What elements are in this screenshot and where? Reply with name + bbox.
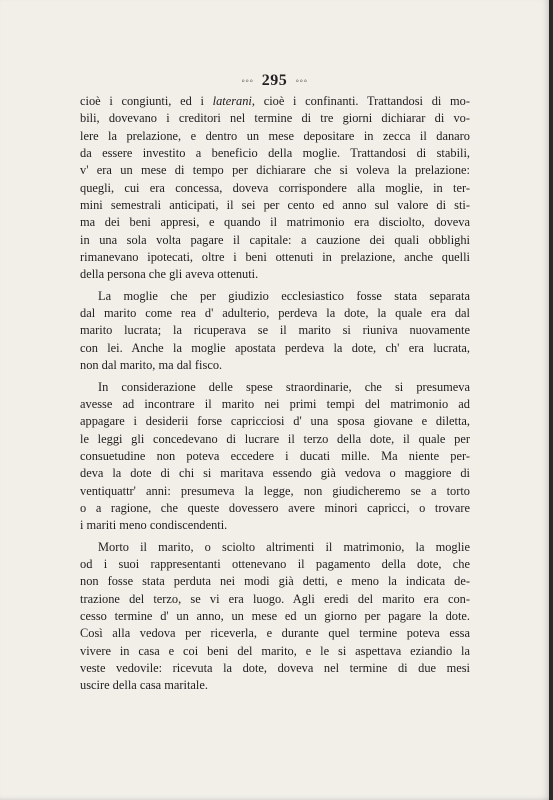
- text-line: od i suoi rappresentanti ottenevano il pagamento della dote, che: [80, 556, 470, 571]
- text-line: mini semestrali anticipati, il sei per cento ed anno sul valore di sti-: [80, 198, 470, 213]
- paragraph: [80, 539, 470, 695]
- text-line: ventiquattr' anni: presumeva la legge, non giudicheremo se a torto: [80, 483, 470, 498]
- page-number: 295: [261, 72, 288, 89]
- text-line: marito lucrata; la ricuperava se il marito si riuniva nuovamente: [80, 323, 470, 338]
- text-line: ma dei beni appresi, e quando il matrimonio era disciolto, doveva: [80, 215, 470, 230]
- text-line: Così alla vedova per riceverla, e durante quel termine poteva essa: [80, 626, 470, 641]
- text-line: La moglie che per giudizio ecclesiastico fosse stata separata: [98, 288, 470, 303]
- text-line: da essere investito a beneficio della moglie. Trattandosi di stabili,: [80, 146, 470, 161]
- text-line: cioè i congiunti, ed i laterani, cioè i confinanti. Trattandosi di mo-: [80, 94, 470, 108]
- text-line: le leggi gli concedevano di lucrare il terzo della dote, il quale per: [80, 431, 470, 446]
- text-line: non fosse stata perduta nei modi già detti, e meno la indicata de-: [80, 574, 470, 589]
- text-line: dal marito come rea d' adulterio, perdeva la dote, la quale era dal: [80, 306, 470, 321]
- ornament-left: ◦◦◦: [241, 76, 254, 88]
- text-line: veste vedovile: ricevuta la dote, doveva nel termine di due mesi: [80, 661, 470, 675]
- page-header: [0, 72, 549, 90]
- text-line: v' era un mese di tempo per dichiarare che si voleva la prelazione:: [80, 163, 470, 178]
- text-line: o a ragione, che queste dovessero avere minori capricci, o trovare: [80, 500, 470, 515]
- body-text: [80, 93, 470, 695]
- text-line: della persona che gli aveva ottenuti.: [80, 267, 259, 282]
- page-edge-shadow: [549, 0, 553, 800]
- text-line: trazione del terzo, se vi era luogo. Agli eredi del marito era con-: [80, 591, 470, 606]
- text-line: in una sola volta pagare il capitale: a cauzione dei quali obblighi: [80, 232, 470, 247]
- italic-term: laterani: [212, 94, 252, 108]
- text-line: deva la dote di chi si maritava essendo già vedova o maggiore di: [80, 466, 470, 481]
- text-line: cesso termine d' un anno, un mese ed un giorno per pagare la dote.: [80, 608, 470, 623]
- text-line: quegli, cui era concessa, doveva corrispondere alla moglie, in ter-: [80, 180, 470, 195]
- text-line: consuetudine non poteva eccedere i ducati mille. Ma niente per-: [80, 448, 470, 463]
- text-line: appagare i desiderii forse capricciosi d' una sposa giovane e diletta,: [80, 414, 470, 429]
- text-line: uscire della casa maritale.: [80, 678, 208, 693]
- text-line: avesse ad incontrare il marito nei primi tempi del matrimonio ad: [80, 396, 470, 411]
- text-line: i mariti meno condiscendenti.: [80, 518, 228, 533]
- text-line: non dal marito, ma dal fisco.: [80, 358, 223, 373]
- text-line: rimanevano ipotecati, oltre i beni ottenuti in prelazione, anche quelli: [80, 250, 470, 265]
- text-line: con lei. Anche la moglie apostata perdeva la dote, ch' era lucrata,: [80, 340, 470, 355]
- paragraph: [80, 288, 470, 375]
- text-line: In considerazione delle spese straordinarie, che si presumeva: [98, 379, 470, 394]
- text-line: lere la prelazione, e dentro un mese depositare in zecca il danaro: [80, 128, 470, 143]
- text-line: vivere in casa e coi beni del marito, e le si aspettava eziandio la: [80, 643, 470, 658]
- paragraph: [80, 379, 470, 535]
- paragraph: [80, 93, 470, 284]
- ornament-right: ◦◦◦: [295, 76, 308, 88]
- text-line: bili, dovevano i creditori nel termine di tre giorni dichiarar di vo-: [80, 111, 470, 126]
- text-line: Morto il marito, o sciolto altrimenti il matrimonio, la moglie: [98, 539, 470, 554]
